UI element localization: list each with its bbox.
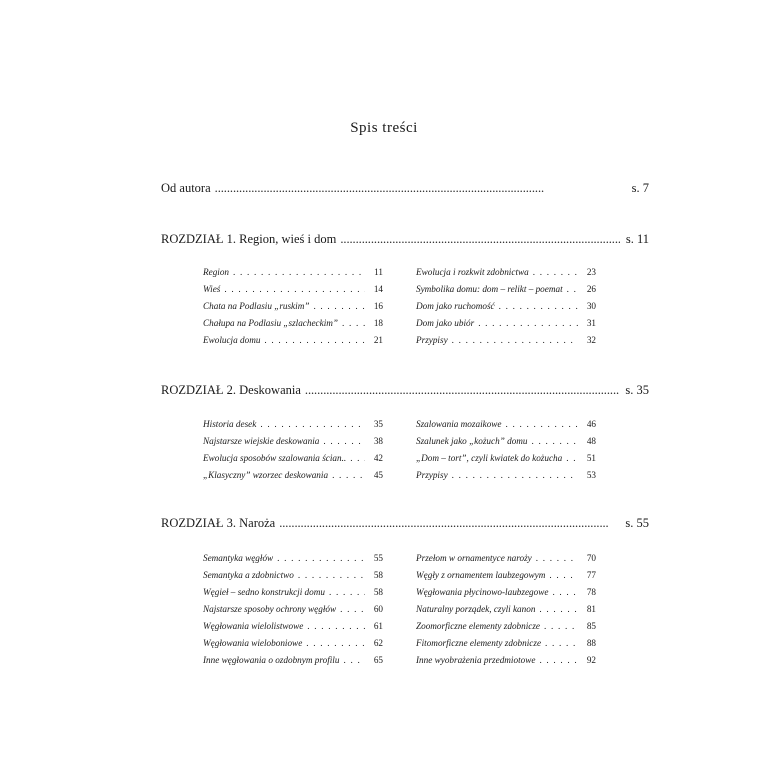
subentry-page: 62 (373, 638, 383, 648)
toc-subentry (203, 601, 383, 618)
toc-entry-label: Od autora (161, 181, 211, 195)
toc-entry-intro (161, 181, 649, 196)
dot-leader (264, 332, 365, 349)
subentry-page: 26 (586, 284, 596, 294)
chapter-3-right-column (416, 550, 596, 669)
dot-leader (277, 550, 365, 567)
dot-leader (478, 315, 578, 332)
subentry-label: Chałupa na Podlasiu „szlacheckim” (203, 318, 339, 328)
toc-subentry (203, 281, 383, 298)
toc-subentry (203, 264, 383, 281)
toc-subentry (203, 433, 383, 450)
chapter-label: ROZDZIAŁ 1. Region, wieś i dom (161, 232, 337, 246)
subentry-page: 48 (586, 436, 596, 446)
dot-leader (342, 315, 365, 332)
dot-leader (329, 584, 365, 601)
subentry-page: 32 (586, 335, 596, 345)
toc-subentry (203, 635, 383, 652)
subentry-page: 11 (374, 267, 383, 277)
dot-leader (452, 332, 578, 349)
subentry-page: 85 (586, 621, 596, 631)
subentry-page: 16 (373, 301, 383, 311)
toc-subentry (203, 315, 383, 332)
dot-leader (306, 635, 365, 652)
subentry-label: Fitomorficzne elementy zdobnicze (416, 638, 542, 648)
subentry-label: Węgłowania płycinowo-laubzegowe (416, 587, 549, 597)
subentry-page: 51 (586, 453, 596, 463)
subentry-page: 60 (373, 604, 383, 614)
dot-leader (343, 652, 365, 669)
subentry-page: 42 (373, 453, 383, 463)
subentry-page: 92 (586, 655, 596, 665)
subentry-page: 35 (373, 419, 383, 429)
subentry-page: 58 (373, 570, 383, 580)
subentry-page: 30 (586, 301, 596, 311)
subentry-page: 46 (586, 419, 596, 429)
dot-leader (552, 584, 578, 601)
dot-leader (539, 601, 578, 618)
toc-chapter-1 (161, 232, 649, 247)
subentry-label: Przełom w ornamentyce naroży (416, 553, 532, 563)
toc-subentry (416, 584, 596, 601)
subentry-page: 81 (586, 604, 596, 614)
subentry-label: Semantyka a zdobnictwo (203, 570, 294, 580)
dot-leader (544, 618, 578, 635)
toc-chapter-2 (161, 383, 649, 398)
toc-subentry (416, 601, 596, 618)
subentry-label: Region (203, 267, 230, 277)
subentry-label: Inne wyobrażenia przedmiotowe (416, 655, 536, 665)
toc-subentry (203, 332, 383, 349)
toc-subentry (416, 433, 596, 450)
subentry-label: Dom jako ubiór (416, 318, 475, 328)
toc-subentry (416, 467, 596, 484)
subentry-page: 14 (373, 284, 383, 294)
chapter-page: s. 35 (625, 383, 649, 397)
subentry-label: Wieś (203, 284, 221, 294)
dot-leader (549, 567, 578, 584)
chapter-page: s. 11 (625, 232, 649, 246)
chapter-label: ROZDZIAŁ 3. Naroża (161, 516, 276, 530)
toc-subentry (416, 298, 596, 315)
dot-leader (332, 467, 365, 484)
subentry-label: Węgłowania wieloboniowe (203, 638, 303, 648)
subentry-label: Dom jako ruchomość (416, 301, 495, 311)
subentry-page: 58 (373, 587, 383, 597)
toc-subentry (416, 264, 596, 281)
dot-leader (452, 467, 578, 484)
subentry-page: 53 (586, 470, 596, 480)
toc-entry-page: s. 7 (631, 181, 649, 195)
subentry-label: Naturalny porządek, czyli kanon (416, 604, 536, 614)
subentry-page: 88 (586, 638, 596, 648)
subentry-label: Zoomorficzne elementy zdobnicze (416, 621, 541, 631)
subentry-label: Węgłowania wielolistwowe (203, 621, 304, 631)
toc-subentry (416, 332, 596, 349)
subentry-page: 77 (586, 570, 596, 580)
subentry-label: Chata na Podlasiu „ruskim” (203, 301, 310, 311)
dot-leader (224, 281, 365, 298)
subentry-page: 38 (373, 436, 383, 446)
dot-leader (313, 298, 365, 315)
chapter-label: ROZDZIAŁ 2. Deskowania (161, 383, 301, 397)
toc-subentry (416, 281, 596, 298)
toc-subentry (416, 450, 596, 467)
subentry-page: 23 (586, 267, 596, 277)
subentry-label: Przypisy (416, 335, 448, 345)
dot-leader (539, 652, 578, 669)
subentry-label: Przypisy (416, 470, 448, 480)
toc-subentry (203, 618, 383, 635)
toc-subentry (203, 584, 383, 601)
subentry-label: Symbolika domu: dom – relikt – poemat (416, 284, 563, 294)
toc-subentry (203, 450, 383, 467)
toc-subentry (203, 567, 383, 584)
chapter-2-left-column (203, 416, 383, 484)
dot-leader (307, 618, 365, 635)
subentry-label: „Dom – tort”, czyli kwiatek do kożucha (416, 453, 563, 463)
chapter-page: s. 55 (625, 516, 649, 530)
dot-leader (350, 450, 365, 467)
dot-leader (567, 281, 578, 298)
chapter-1-left-column (203, 264, 383, 349)
subentry-label: Węgły z ornamentem laubzegowym (416, 570, 546, 580)
subentry-page: 45 (373, 470, 383, 480)
subentry-page: 31 (586, 318, 596, 328)
toc-subentry (203, 298, 383, 315)
dot-leader (506, 416, 579, 433)
subentry-label: Najstarsze sposoby ochrony węgłów (203, 604, 337, 614)
dot-leader (298, 567, 365, 584)
toc-subentry (203, 416, 383, 433)
subentry-label: Inne węgłowania o ozdobnym profilu (203, 655, 340, 665)
page-title: Spis treści (350, 120, 418, 136)
subentry-page: 78 (586, 587, 596, 597)
dot-leader (305, 383, 619, 398)
dot-leader (260, 416, 365, 433)
dot-leader (323, 433, 365, 450)
dot-leader (545, 635, 578, 652)
chapter-3-left-column (203, 550, 383, 669)
toc-subentry (416, 416, 596, 433)
chapter-2-right-column (416, 416, 596, 484)
dot-leader (533, 264, 578, 281)
subentry-page: 21 (373, 335, 383, 345)
toc-subentry (416, 618, 596, 635)
subentry-page: 61 (373, 621, 383, 631)
toc-subentry (203, 652, 383, 669)
subentry-label: Historia desek (203, 419, 257, 429)
subentry-page: 65 (373, 655, 383, 665)
subentry-page: 18 (373, 318, 383, 328)
toc-subentry (416, 635, 596, 652)
dot-leader (279, 516, 619, 531)
subentry-label: Szalowania mozaikowe (416, 419, 502, 429)
subentry-label: Najstarsze wiejskie deskowania (203, 436, 320, 446)
toc-subentry (416, 315, 596, 332)
subentry-label: Ewolucja domu (203, 335, 261, 345)
toc-subentry (416, 567, 596, 584)
dot-leader (233, 264, 365, 281)
toc-subentry (416, 652, 596, 669)
toc-subentry (416, 550, 596, 567)
dot-leader (532, 433, 578, 450)
subentry-page: 55 (373, 553, 383, 563)
toc-subentry (203, 467, 383, 484)
toc-chapter-3 (161, 516, 649, 531)
subentry-label: Szalunek jako „kożuch” domu (416, 436, 528, 446)
subentry-label: Węgieł – sedno konstrukcji domu (203, 587, 325, 597)
dot-leader (499, 298, 578, 315)
dot-leader (340, 232, 620, 247)
dot-leader (215, 181, 626, 196)
dot-leader (340, 601, 365, 618)
subentry-page: 70 (586, 553, 596, 563)
chapter-1-right-column (416, 264, 596, 349)
subentry-label: Ewolucja sposobów szalowania ścian.. (203, 453, 347, 463)
toc-subentry (203, 550, 383, 567)
dot-leader (536, 550, 578, 567)
subentry-label: Ewolucja i rozkwit zdobnictwa (416, 267, 529, 277)
subentry-label: Semantyka węgłów (203, 553, 274, 563)
dot-leader (566, 450, 578, 467)
subentry-label: „Klasyczny” wzorzec deskowania (203, 470, 329, 480)
